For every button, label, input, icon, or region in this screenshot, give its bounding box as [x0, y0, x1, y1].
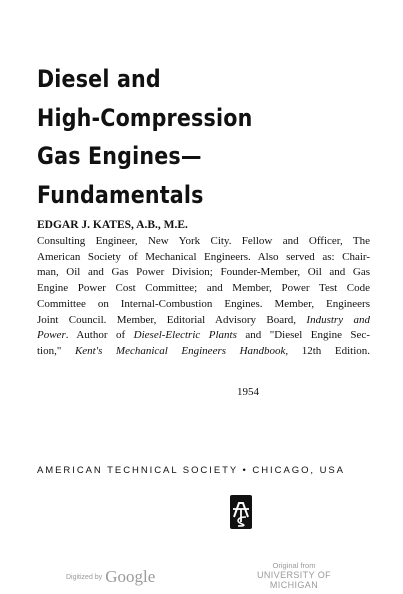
original-from-text: Original from	[272, 561, 316, 570]
bio-italic: Industry and	[306, 313, 370, 326]
google-logo-text: Google	[105, 567, 156, 586]
bio-italic: Kent's Mechanical Engineers Handbook,	[74, 344, 289, 357]
publication-year: 1954	[237, 386, 259, 398]
digitized-by-text: Digitized by	[66, 573, 103, 581]
title-line: High-Compression	[37, 103, 253, 132]
bio-line: Consulting Engineer, New York City. Fellow and Officer, The	[37, 235, 370, 247]
bio-line: man, Oil and Gas Power Division; Founder-Member, Oil and Gas	[37, 266, 370, 279]
author-name: EDGAR J. KATES, A.B., M.E.	[37, 219, 188, 231]
bio-text: tion,"	[37, 344, 75, 357]
title-line: Fundamentals	[37, 180, 204, 209]
bio-line: Committee on Internal-Combustion Engines. Member, Engineers	[37, 297, 370, 310]
origin-watermark	[234, 561, 354, 590]
bio-line: Engine Power Cost Committee; and Member, Power Test Code	[37, 282, 370, 295]
bio-line: American Society of Mechanical Engineers. Also served as: Chair-	[37, 250, 370, 263]
title-line: Gas Engines—	[37, 142, 202, 170]
publisher-line: AMERICAN TECHNICAL SOCIETY • CHICAGO, USA	[37, 465, 345, 476]
bio-text: 12th Edition.	[288, 344, 371, 357]
bio-italic: Power	[37, 329, 66, 342]
ats-monogram-icon	[230, 495, 252, 529]
bio-text: Joint Council. Member, Editorial Advisory Board,	[37, 313, 307, 326]
university-text: UNIVERSITY OF MICHIGAN	[256, 570, 332, 590]
bio-text: . Author of	[65, 329, 134, 342]
book-title	[37, 60, 329, 214]
bio-line	[37, 328, 370, 344]
title-line: Diesel and	[37, 65, 161, 93]
author-bio	[37, 234, 370, 360]
bio-line	[37, 313, 370, 329]
bio-italic: Diesel-Electric Plants	[133, 329, 237, 342]
bio-text: and "Diesel Engine Sec-	[236, 329, 370, 342]
google-watermark	[66, 567, 155, 587]
bio-line	[37, 344, 370, 360]
